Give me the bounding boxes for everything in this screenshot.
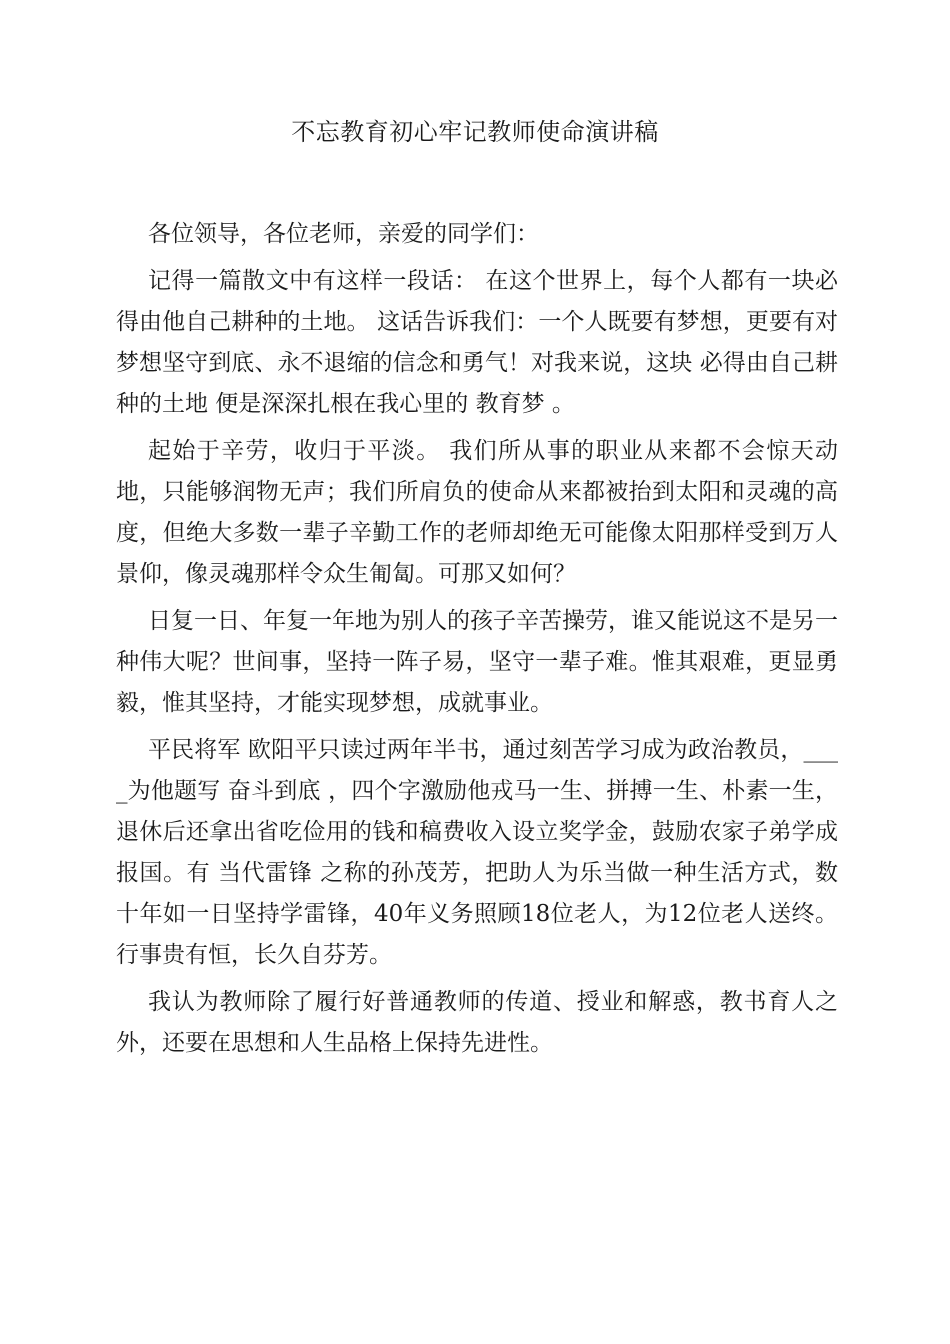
paragraph-1: 记得一篇散文中有这样一段话： 在这个世界上，每个人都有一块必得由他自己耕种的土地。 这话告诉我们：一个人既要有梦想，更要有对梦想坚守到底、永不退缩的信念和勇气！对我来说，这块 必得由自己耕种的土地 便是深深扎根在我心里的 教育梦 。 xyxy=(116,268,838,417)
paragraph-salutation: 各位领导，各位老师，亲爱的同学们： xyxy=(148,221,539,247)
paragraph-4: 平民将军 欧阳平只读过两年半书，通过刻苦学习成为政治教员，____为他题写 奋斗到底 ，四个字激励他戎马一生、拼搏一生、朴素一生，退休后还拿出省吃俭用的钱和稿费收入设立奖学金，鼓励农家子弟学成报国。有 当代雷锋 之称的孙茂芳，把助人为乐当做一种生活方式，数十年如一日坚持学雷锋，40年义务照顾18位老人，为12位老人送终。行事贵有恒，长久自芬芳。 xyxy=(116,737,838,968)
document-title: 不忘教育初心牢记教师使命演讲稿 xyxy=(291,118,659,146)
paragraph-2: 起始于辛劳，收归于平淡。 我们所从事的职业从来都不会惊天动地，只能够润物无声；我们所肩负的使命从来都被抬到太阳和灵魂的高度，但绝大多数一辈子辛勤工作的老师却绝无可能像太阳那样受到万人景仰，像灵魂那样令众生匍匐。可那又如何？ xyxy=(116,438,838,587)
document-body xyxy=(116,214,838,1070)
paragraph-5: 我认为教师除了履行好普通教师的传道、授业和解惑，教书育人之外，还要在思想和人生品格上保持先进性。 xyxy=(116,989,838,1056)
paragraph-3: 日复一日、年复一年地为别人的孩子辛苦操劳，谁又能说这不是另一种伟大呢？世间事，坚持一阵子易，坚守一辈子难。惟其艰难，更显勇毅，惟其坚持，才能实现梦想，成就事业。 xyxy=(116,608,838,716)
